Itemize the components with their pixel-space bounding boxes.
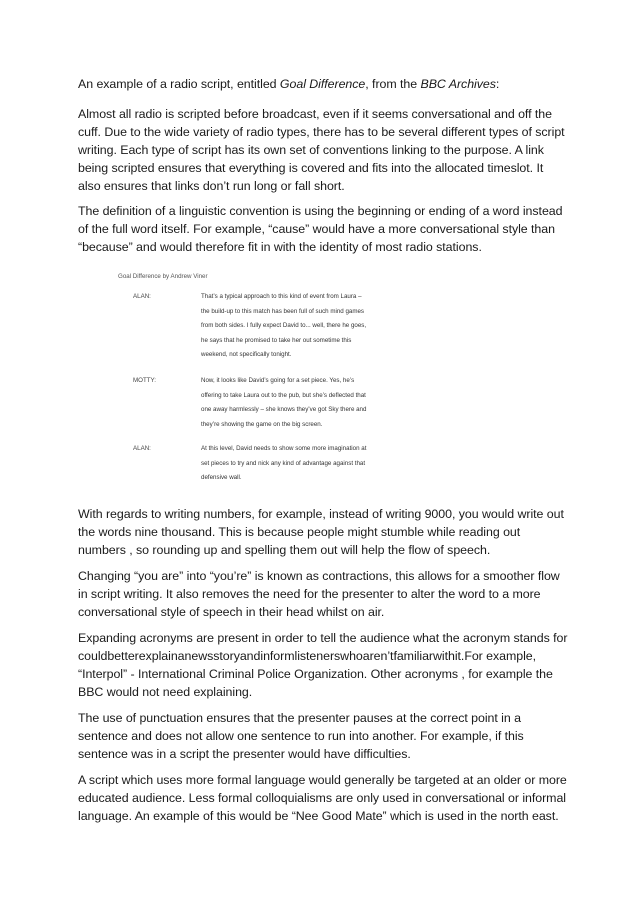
dialogue-line: Now, it looks like David’s going for a set piece. Yes, he’s <box>201 377 355 384</box>
dialogue-line: offering to take Laura out to the pub, but she’s deflected that <box>201 391 366 399</box>
dialogue-line: At this level, David needs to show some more imagination at <box>201 445 367 452</box>
intro-colon: : <box>495 77 500 91</box>
intro-text: An example of a radio script, entitled <box>78 77 280 91</box>
dialogue-line: set pieces to try and nick any kind of advantage against that <box>201 459 366 467</box>
script-excerpt-image <box>118 270 418 480</box>
dialogue-line: one away harmlessly – she knows they’ve got Sky there and <box>201 406 367 414</box>
speaker-label: ALAN: <box>133 293 151 300</box>
dialogue-lines <box>201 442 426 486</box>
dialogue-line: the build-up to this match has been full of such mind games <box>201 307 365 315</box>
dialogue-lines <box>201 290 426 363</box>
paragraph-definition: The definition of a linguistic convention is using the beginning or ending of a word instead of the full word itself. For example, “cause” would have a more conversational style than “because” and would therefore fit in with the identity of most radio stations. <box>78 204 563 254</box>
dialogue-lines <box>201 374 426 432</box>
dialogue-line: weekend, not specifically tonight. <box>201 351 292 359</box>
script-title: Goal Difference <box>279 77 366 91</box>
paragraph-scripted: Almost all radio is scripted before broadcast, even if it seems conversational and off the cuff. Due to the wide variety of radio types, there has to be several different types of script writing. Each type of script has its own set of conventions linking to the purpose. A link being scripted ensures that everything is covered and fits into the allocated timeslot. It also ensures that links don’t run long or fall short. <box>78 107 565 193</box>
paragraph-contractions: Changing “you are” into “you’re” is known as contractions, this allows for a smoother flow in script writing. It also removes the need for the presenter to alter the word to a more conversational style of speech in their head whilst on air. <box>78 569 560 619</box>
paragraph-formal: A script which uses more formal language would generally be targeted at an older or more educated audience. Less formal colloquialisms are only used in conversational or informal language. An example of this would be “Nee Good Mate‟ which is used in the north east. <box>78 773 567 823</box>
paragraph-acronyms <box>78 629 568 701</box>
dialogue-line: he says that he promised to take her out sometime this <box>201 336 352 344</box>
dialogue-line: they’re showing the game on the big screen. <box>201 420 323 428</box>
paragraph-punctuation: The use of punctuation ensures that the presenter pauses at the correct point in a sentence and does not allow one sentence to run into another. For example, if this sentence was in a script the presenter would have difficulties. <box>78 711 524 761</box>
acronyms-text-3: For example, “Interpol” - International Criminal Police Organization. Other acronyms , for example the BBC would not need explaining. <box>78 649 553 699</box>
acronyms-text-1: Expanding acronyms are present in order to tell the audience what the acronym stands for <box>78 631 568 645</box>
dialogue-line: from both sides. I fully expect David to... well, there he goes, <box>201 322 367 330</box>
intro-text-mid: , from the <box>365 77 421 91</box>
paragraph-numbers: With regards to writing numbers, for example, instead of writing 9000, you would write out the words nine thousand. This is because people might stumble while reading out numbers , so rounding up and spelling them out will help the flow of speech. <box>78 507 564 557</box>
dialogue-line: defensive wall. <box>201 474 242 482</box>
dialogue-line: That’s a typical approach to this kind of event from Laura – <box>201 293 362 300</box>
speaker-label: MOTTY: <box>133 377 157 384</box>
speaker-label: ALAN: <box>133 445 151 452</box>
acronyms-text-2: couldbetterexplainanewsstoryandinformlistenerswhoaren’tfamiliarwithit. <box>78 649 465 663</box>
source-name: BBC Archives <box>420 77 496 91</box>
intro-line <box>78 75 568 93</box>
script-excerpt-title: Goal Difference by Andrew Viner <box>118 273 208 280</box>
